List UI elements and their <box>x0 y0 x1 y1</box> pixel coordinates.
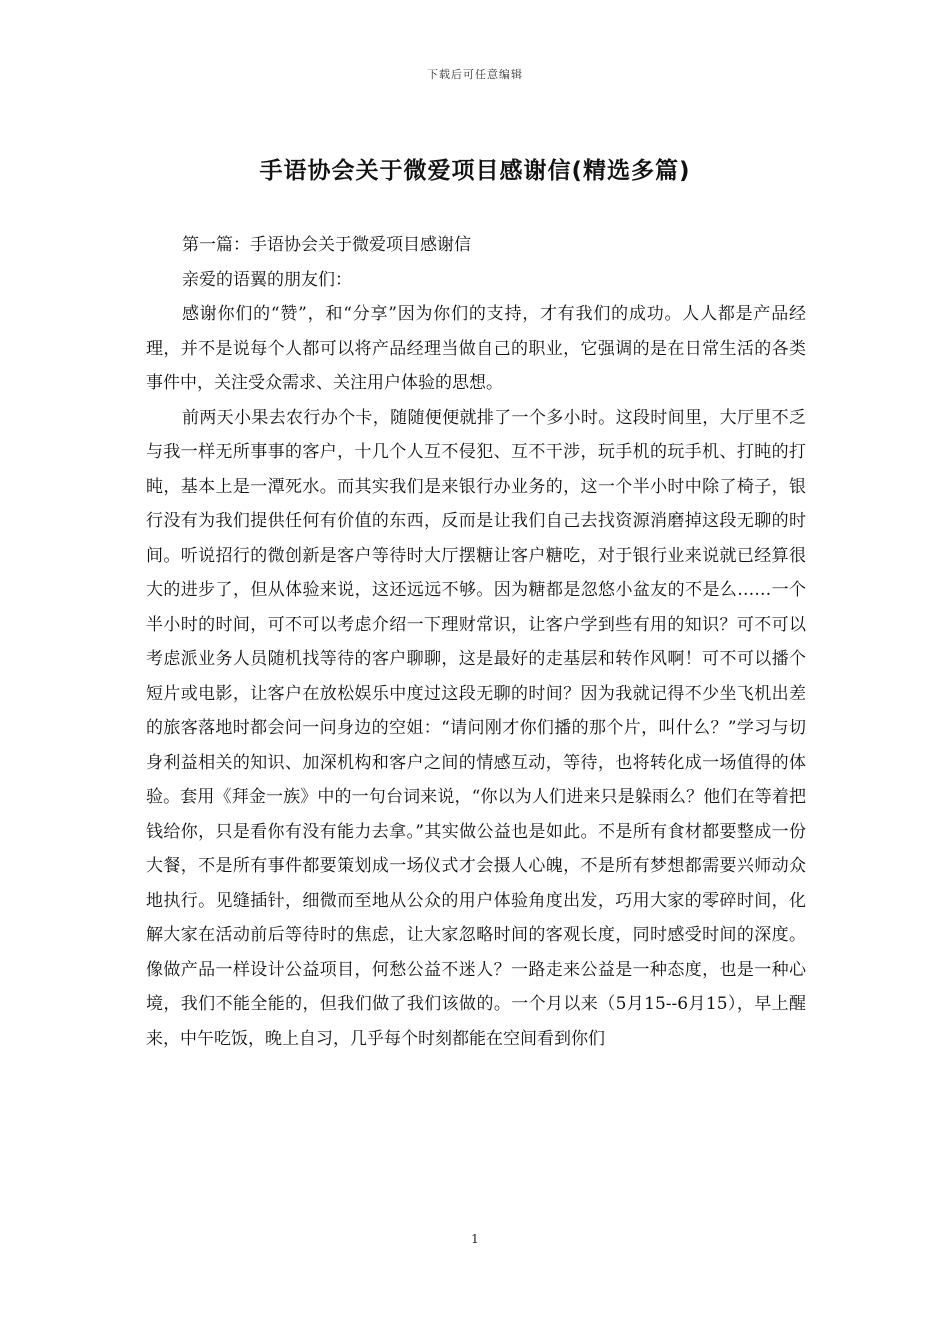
document-body <box>146 228 806 1056</box>
body-paragraph: 感谢你们的“赞”，和“分享”因为你们的支持，才有我们的成功。人人都是产品经理，并不是说每个人都可以将产品经理当做自己的职业，它强调的是在日常生活的各类事件中，关注受众需求、关注用户体验的思想。 <box>146 304 806 393</box>
section-heading: 第一篇：手语协会关于微爱项目感谢信 <box>182 235 471 255</box>
document-title: 手语协会关于微爱项目感谢信(精选多篇) <box>259 158 691 184</box>
body-paragraph: 前两天小果去农行办个卡，随随便便就排了一个多小时。这段时间里，大厅里不乏与我一样无所事事的客户，十几个人互不侵犯、互不干涉，玩手机的玩手机、打盹的打盹，基本上是一潭死水。而其实我们是来银行办业务的，这一个半小时中除了椅子，银行没有为我们提供任何有价值的东西，反而是让我们自己去找资源消磨掉这段无聊的时间。听说招行的微创新是客户等待时大厅摆糖让客户糖吃，对于银行业来说就已经算很大的进步了，但从体验来说，这还远远不够。因为糖都是忽悠小盆友的不是么……一个半小时的时间，可不可以考虑介绍一下理财常识，让客户学到些有用的知识？可不可以考虑派业务人员随机找等待的客户聊聊，这是最好的走基层和转作风啊！可不可以播个短片或电影，让客户在放松娱乐中度过这段无聊的时间？因为我就记得不少坐飞机出差的旅客落地时都会问一问身边的空姐：“请问刚才你们播的那个片，叫什么？”学习与切身利益相关的知识、加深机构和客户之间的情感互动，等待，也将转化成一场值得的体验。套用《拜金一族》中的一句台词来说，“你以为人们进来只是躲雨么？他们在等着把钱给你，只是看你有没有能力去拿。”其实做公益也是如此。不是所有食材都要整成一份大餐，不是所有事件都要策划成一场仪式才会摄人心魄，不是所有梦想都需要兴师动众地执行。见缝插针，细微而至地从公众的用户体验角度出发，巧用大家的零碎时间，化解大家在活动前后等待时的焦虑，让大家忽略时间的客观长度，同时感受时间的深度。像做产品一样设计公益项目，何愁公益不迷人？一路走来公益是一种态度，也是一种心境，我们不能全能的，但我们做了我们该做的。一个月以来（5月15--6月15），早上醒来，中午吃饭，晚上自习，几乎每个时刻都能在空间看到你们 <box>146 407 806 1049</box>
page-number: 1 <box>471 1232 479 1246</box>
salutation: 亲爱的语翼的朋友们： <box>182 269 352 290</box>
header-note: 下载后可任意编辑 <box>427 68 523 81</box>
